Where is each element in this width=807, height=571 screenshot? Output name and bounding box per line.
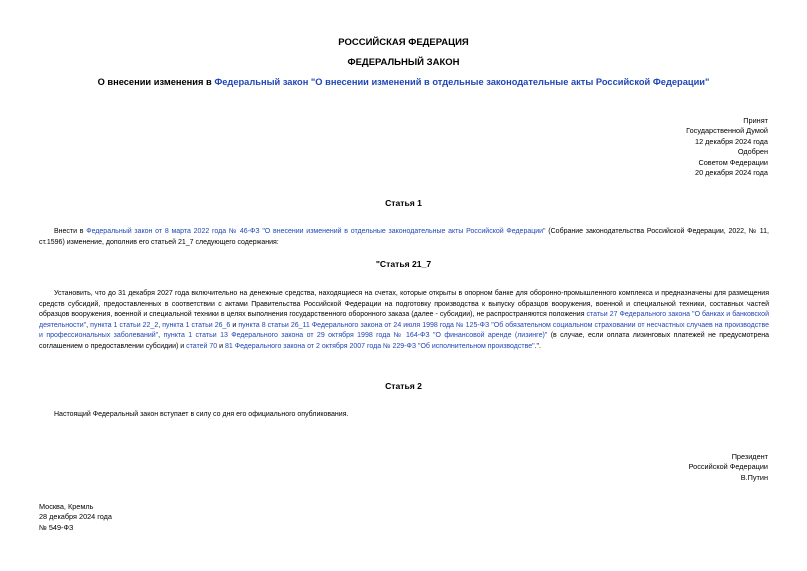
text-run: .". — [534, 342, 541, 350]
date-line: 28 декабря 2024 года — [39, 512, 112, 522]
text-run: (в случае, если оплата лизинговых платежей не предусмотрена соглашением о предоставлении субсидии) и — [39, 332, 770, 350]
text-run: , — [158, 332, 164, 340]
text-run: и — [230, 321, 239, 329]
law-229-fz-link[interactable]: 81 Федерального закона от 2 октября 2007 года № 229-ФЗ "Об исполнительном производстве" — [225, 342, 535, 350]
item-1-art-22-2-link[interactable]: пункта 1 статьи 22_2 — [90, 321, 159, 329]
article-2-paragraph: Настоящий Федеральный закон вступает в силу со дня его официального опубликования. — [54, 411, 349, 418]
text-run: Установить, что до 31 декабря 2027 года включительно на денежные средства, находящиеся на счетах, которые открыты в опорном банке для оборонно-промышленного комплекса и предназначены для размещения средств субсидий, предоставленных в соответствии с актами Правительства Российской Федерации на подготовку производства к выпуску образцов вооружения, военной и специальной техники, составных частей образцов вооружения, военной и специальной техники в целях выполнения государственного оборонного заказа (далее - субсидии), не распространяются положения — [39, 290, 769, 319]
signature-line: Российской Федерации — [688, 462, 768, 472]
article-1-heading: Статья 1 — [385, 198, 422, 208]
item-1-art-26-6-link[interactable]: пункта 1 статьи 26_6 — [162, 321, 231, 329]
law-title-prefix: О внесении изменения в — [97, 77, 215, 87]
text-run: , — [86, 321, 91, 329]
signature-line: В.Путин — [740, 472, 768, 482]
text-run: , — [158, 321, 163, 329]
acceptance-line: 12 декабря 2024 года — [695, 136, 768, 146]
article-21-7-paragraph — [39, 289, 769, 353]
acceptance-line: 20 декабря 2024 года — [695, 168, 768, 178]
article-2-heading: Статья 2 — [385, 381, 422, 391]
law-title — [0, 77, 807, 87]
acceptance-line: Советом Федерации — [698, 157, 768, 167]
place-date-number-block — [39, 502, 112, 533]
law-number-line: № 549-ФЗ — [39, 522, 74, 532]
document-type-heading: ФЕДЕРАЛЬНЫЙ ЗАКОН — [347, 57, 460, 68]
art-70-link[interactable]: статей 70 — [186, 342, 218, 350]
law-title-link[interactable]: Федеральный закон "О внесении изменений в отдельные законодательные акты Российской Федерации" — [214, 77, 710, 87]
text-run: (Собрание законодательства Российской Федерации, 2022, № 11, ст.1596) изменение, дополнив его статьей 21_7 следующего содержания: — [39, 228, 769, 246]
banks-law-link[interactable]: статьи 27 Федерального закона "О банках и банковской деятельности" — [39, 311, 769, 329]
law-164-fz-link[interactable]: пункта 1 статьи 13 Федерального закона от 29 октября 1998 года № 164-ФЗ "О финансовой аренде (лизинге)" — [163, 332, 548, 340]
country-heading: РОССИЙСКАЯ ФЕДЕРАЦИЯ — [338, 37, 469, 48]
text-run: и — [217, 342, 226, 350]
signature-line: Президент — [731, 452, 768, 461]
article-1-paragraph — [39, 227, 769, 248]
article-21-7-heading: "Статья 21_7 — [375, 259, 432, 269]
acceptance-line: Государственной Думой — [686, 126, 768, 136]
law-125-fz-link[interactable]: пункта 8 статьи 26_11 Федерального закона от 24 июля 1998 года № 125-ФЗ "Об обязательном социальном страховании от несчастных случаев на производстве и профессиональных заболеваний" — [39, 321, 769, 340]
acceptance-block — [686, 116, 768, 178]
acceptance-line: Одобрен — [737, 147, 768, 157]
law-46-fz-link[interactable]: Федеральный закон от 8 марта 2022 года № 46-ФЗ "О внесении изменений в отдельные законодательные акты Российской Федерации" — [86, 228, 546, 235]
place-line: Москва, Кремль — [39, 502, 94, 511]
signature-block — [689, 452, 768, 483]
acceptance-line: Принят — [743, 116, 768, 125]
text-run: Внести в — [54, 228, 87, 235]
